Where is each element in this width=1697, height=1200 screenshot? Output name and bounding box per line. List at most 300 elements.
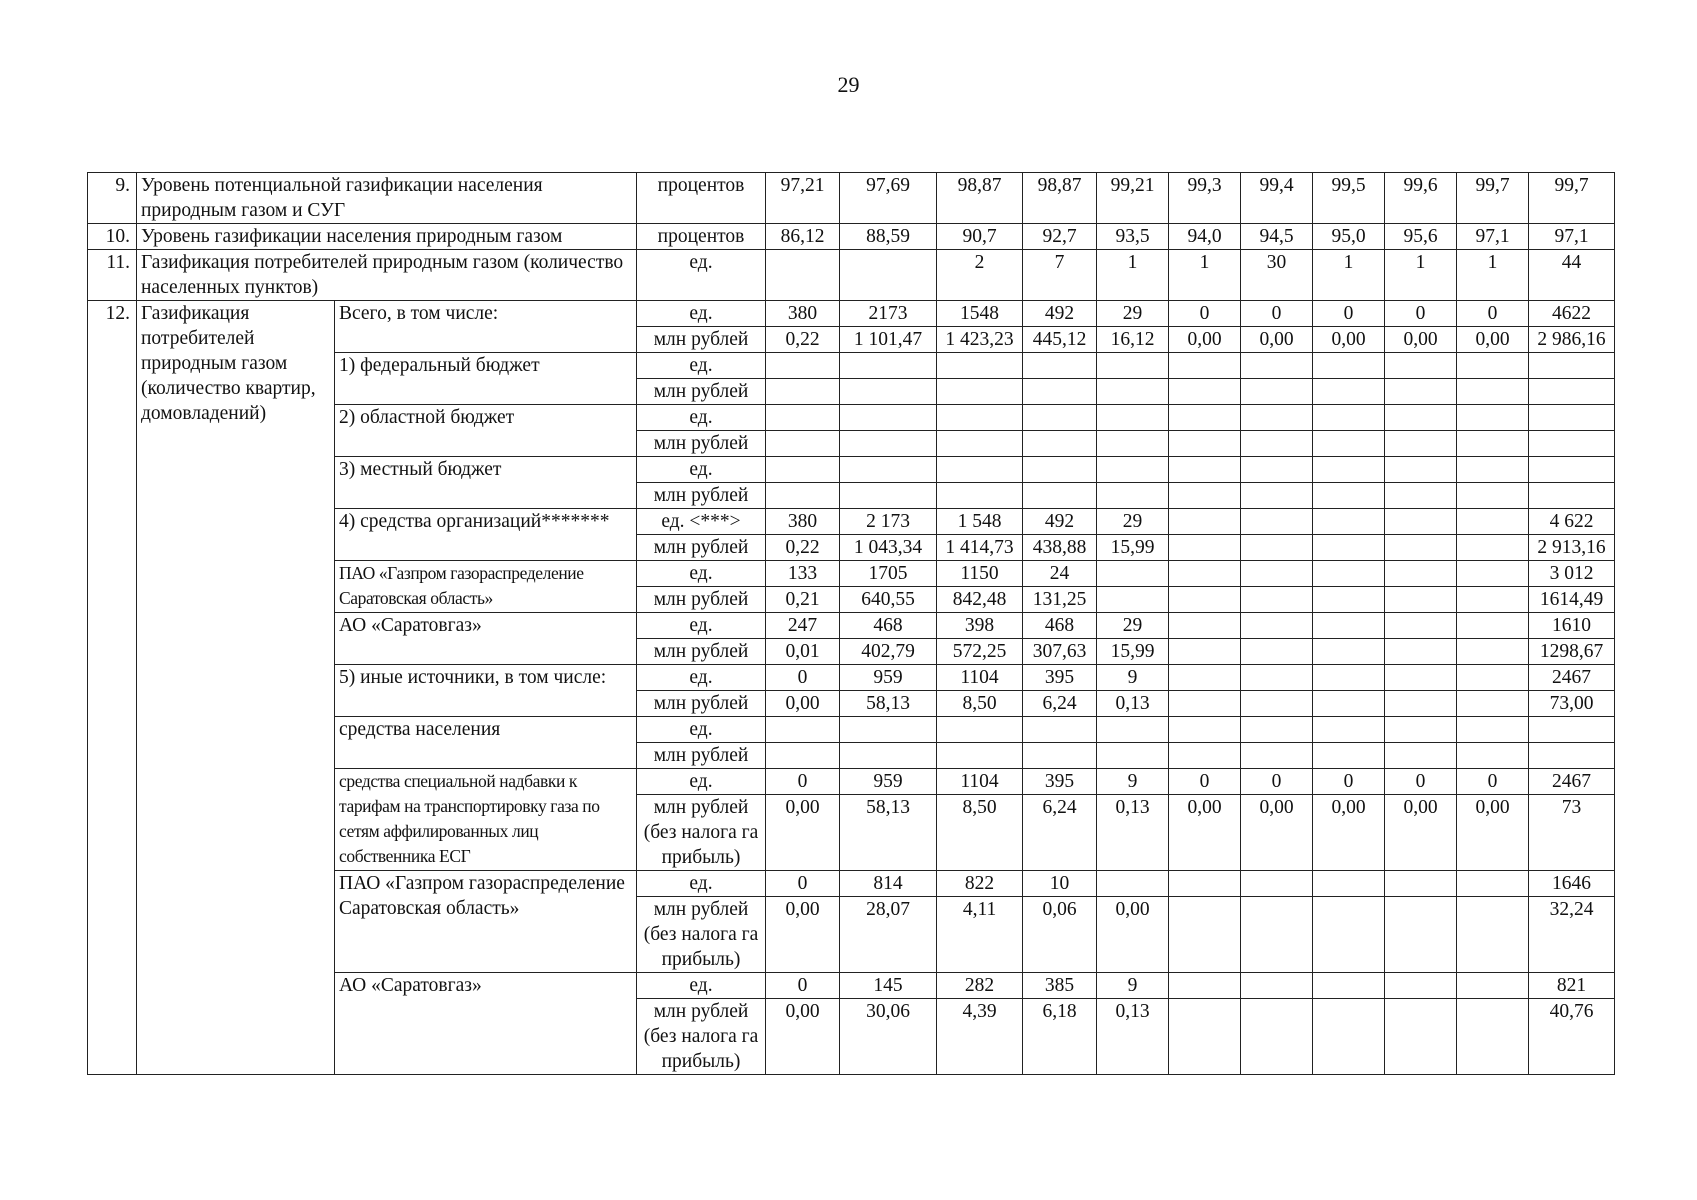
value-cell xyxy=(1241,561,1313,587)
value-cell: 0,21 xyxy=(766,587,840,613)
unit-cell: ед. xyxy=(637,301,766,327)
value-cell xyxy=(1097,431,1169,457)
value-cell: 959 xyxy=(840,769,937,795)
value-cell: 0,22 xyxy=(766,327,840,353)
value-cell xyxy=(937,743,1023,769)
value-cell xyxy=(1241,379,1313,405)
source-label: средства специальной надбавки к тарифам на транспортировку газа по сетям аффилированных лиц собственника ЕСГ xyxy=(335,769,637,871)
value-cell: 0,01 xyxy=(766,639,840,665)
value-cell: 29 xyxy=(1097,613,1169,639)
value-cell: 24 xyxy=(1023,561,1097,587)
unit-cell: процентов xyxy=(637,173,766,224)
value-cell: 247 xyxy=(766,613,840,639)
value-cell: 73,00 xyxy=(1529,691,1615,717)
value-cell xyxy=(1457,509,1529,535)
value-cell xyxy=(1023,405,1097,431)
value-cell: 10 xyxy=(1023,871,1097,897)
value-cell: 0 xyxy=(1385,301,1457,327)
value-cell xyxy=(1241,431,1313,457)
value-cell xyxy=(1457,871,1529,897)
value-cell: 1150 xyxy=(937,561,1023,587)
value-cell xyxy=(1169,973,1241,999)
value-cell xyxy=(1313,613,1385,639)
value-cell xyxy=(1313,897,1385,973)
source-label: Всего, в том числе: xyxy=(335,301,637,353)
value-cell: 0,00 xyxy=(766,795,840,871)
value-cell: 1 xyxy=(1169,250,1241,301)
unit-cell: млн рублей xyxy=(637,379,766,405)
value-cell: 640,55 xyxy=(840,587,937,613)
value-cell: 0,00 xyxy=(1457,795,1529,871)
value-cell xyxy=(1385,871,1457,897)
value-cell: 0,00 xyxy=(1241,795,1313,871)
value-cell: 0,00 xyxy=(766,999,840,1075)
value-cell: 99,21 xyxy=(1097,173,1169,224)
source-label: ПАО «Газпром газораспределение Саратовская область» xyxy=(335,561,637,613)
value-cell xyxy=(766,483,840,509)
value-cell: 0,13 xyxy=(1097,795,1169,871)
value-cell: 8,50 xyxy=(937,795,1023,871)
value-cell: 30 xyxy=(1241,250,1313,301)
value-cell: 94,5 xyxy=(1241,224,1313,250)
value-cell xyxy=(1169,871,1241,897)
value-cell xyxy=(1529,743,1615,769)
value-cell: 0 xyxy=(766,871,840,897)
value-cell xyxy=(1241,717,1313,743)
value-cell xyxy=(840,379,937,405)
value-cell xyxy=(1313,743,1385,769)
value-cell xyxy=(1313,561,1385,587)
value-cell: 0,00 xyxy=(1385,795,1457,871)
value-cell: 814 xyxy=(840,871,937,897)
row-number: 12. xyxy=(88,301,137,1075)
value-cell: 0 xyxy=(766,769,840,795)
value-cell: 44 xyxy=(1529,250,1615,301)
value-cell: 1614,49 xyxy=(1529,587,1615,613)
table-row xyxy=(88,224,1615,250)
value-cell xyxy=(1457,665,1529,691)
value-cell xyxy=(1097,353,1169,379)
source-label: 3) местный бюджет xyxy=(335,457,637,509)
value-cell: 2467 xyxy=(1529,769,1615,795)
unit-cell: млн рублей xyxy=(637,639,766,665)
value-cell xyxy=(1241,639,1313,665)
value-cell: 0,00 xyxy=(1313,795,1385,871)
value-cell xyxy=(1169,613,1241,639)
value-cell xyxy=(840,743,937,769)
source-label: АО «Саратовгаз» xyxy=(335,973,637,1075)
value-cell: 131,25 xyxy=(1023,587,1097,613)
value-cell: 0 xyxy=(766,665,840,691)
value-cell: 307,63 xyxy=(1023,639,1097,665)
value-cell xyxy=(1023,483,1097,509)
value-cell: 4,11 xyxy=(937,897,1023,973)
value-cell xyxy=(1097,405,1169,431)
value-cell xyxy=(1241,665,1313,691)
value-cell: 92,7 xyxy=(1023,224,1097,250)
value-cell: 58,13 xyxy=(840,795,937,871)
value-cell: 2 xyxy=(937,250,1023,301)
value-cell: 1 101,47 xyxy=(840,327,937,353)
value-cell: 73 xyxy=(1529,795,1615,871)
value-cell: 1646 xyxy=(1529,871,1615,897)
value-cell xyxy=(1529,405,1615,431)
value-cell: 0,00 xyxy=(766,897,840,973)
value-cell xyxy=(766,717,840,743)
value-cell: 572,25 xyxy=(937,639,1023,665)
unit-cell: млн рублей xyxy=(637,535,766,561)
value-cell xyxy=(1169,379,1241,405)
value-cell xyxy=(1169,743,1241,769)
value-cell: 29 xyxy=(1097,509,1169,535)
value-cell: 32,24 xyxy=(1529,897,1615,973)
unit-cell: млн рублей (без налога га прибыль) xyxy=(637,999,766,1075)
value-cell: 2 986,16 xyxy=(1529,327,1615,353)
table-row xyxy=(88,301,1615,327)
value-cell xyxy=(1385,743,1457,769)
value-cell xyxy=(766,379,840,405)
value-cell: 93,5 xyxy=(1097,224,1169,250)
value-cell xyxy=(1241,457,1313,483)
value-cell: 0,13 xyxy=(1097,999,1169,1075)
source-label: 5) иные источники, в том числе: xyxy=(335,665,637,717)
value-cell xyxy=(1385,639,1457,665)
value-cell xyxy=(1457,405,1529,431)
indicator-name: Газификация потребителей природным газом (количество квартир, домовладений) xyxy=(137,301,335,1075)
value-cell xyxy=(840,457,937,483)
value-cell: 97,69 xyxy=(840,173,937,224)
value-cell xyxy=(1313,691,1385,717)
value-cell: 0,00 xyxy=(1169,327,1241,353)
value-cell: 3 012 xyxy=(1529,561,1615,587)
value-cell xyxy=(1097,743,1169,769)
value-cell: 99,7 xyxy=(1529,173,1615,224)
value-cell xyxy=(1169,535,1241,561)
value-cell xyxy=(937,379,1023,405)
value-cell xyxy=(1241,353,1313,379)
value-cell xyxy=(1457,379,1529,405)
value-cell xyxy=(1313,717,1385,743)
value-cell xyxy=(1023,353,1097,379)
value-cell xyxy=(1385,379,1457,405)
value-cell: 8,50 xyxy=(937,691,1023,717)
value-cell: 15,99 xyxy=(1097,639,1169,665)
unit-cell: млн рублей xyxy=(637,327,766,353)
value-cell xyxy=(1457,999,1529,1075)
value-cell: 1 423,23 xyxy=(937,327,1023,353)
value-cell: 380 xyxy=(766,509,840,535)
value-cell xyxy=(1023,379,1097,405)
value-cell: 1104 xyxy=(937,665,1023,691)
value-cell xyxy=(1385,897,1457,973)
value-cell xyxy=(1457,587,1529,613)
value-cell: 0 xyxy=(1313,769,1385,795)
value-cell xyxy=(1169,717,1241,743)
value-cell: 97,1 xyxy=(1529,224,1615,250)
value-cell xyxy=(1169,353,1241,379)
source-label: ПАО «Газпром газораспределение Саратовская область» xyxy=(335,871,637,973)
value-cell: 0,13 xyxy=(1097,691,1169,717)
value-cell: 4622 xyxy=(1529,301,1615,327)
value-cell xyxy=(1313,999,1385,1075)
value-cell: 395 xyxy=(1023,665,1097,691)
value-cell: 395 xyxy=(1023,769,1097,795)
value-cell xyxy=(1097,587,1169,613)
value-cell: 0,00 xyxy=(1457,327,1529,353)
value-cell xyxy=(1385,457,1457,483)
value-cell: 9 xyxy=(1097,973,1169,999)
gasification-table xyxy=(87,172,1615,1075)
value-cell: 95,0 xyxy=(1313,224,1385,250)
value-cell xyxy=(840,717,937,743)
value-cell: 0,00 xyxy=(1241,327,1313,353)
value-cell xyxy=(1313,431,1385,457)
value-cell xyxy=(1457,613,1529,639)
value-cell: 1 xyxy=(1313,250,1385,301)
value-cell xyxy=(1529,431,1615,457)
value-cell: 0,00 xyxy=(1385,327,1457,353)
unit-cell: млн рублей (без налога га прибыль) xyxy=(637,897,766,973)
value-cell xyxy=(1241,405,1313,431)
row-number: 10. xyxy=(88,224,137,250)
value-cell xyxy=(1169,691,1241,717)
row-number: 11. xyxy=(88,250,137,301)
value-cell xyxy=(1097,379,1169,405)
value-cell xyxy=(1241,509,1313,535)
value-cell xyxy=(1313,587,1385,613)
value-cell xyxy=(1457,717,1529,743)
unit-cell: ед. xyxy=(637,769,766,795)
value-cell xyxy=(1097,717,1169,743)
value-cell xyxy=(1169,483,1241,509)
value-cell xyxy=(1385,405,1457,431)
value-cell xyxy=(1169,587,1241,613)
value-cell xyxy=(1385,509,1457,535)
indicator-name: Газификация потребителей природным газом (количество населенных пунктов) xyxy=(137,250,637,301)
value-cell: 0 xyxy=(1457,769,1529,795)
value-cell xyxy=(766,431,840,457)
value-cell xyxy=(840,483,937,509)
value-cell: 959 xyxy=(840,665,937,691)
value-cell xyxy=(1241,743,1313,769)
value-cell: 99,7 xyxy=(1457,173,1529,224)
value-cell xyxy=(937,717,1023,743)
value-cell xyxy=(1241,535,1313,561)
value-cell xyxy=(1529,379,1615,405)
value-cell xyxy=(1457,743,1529,769)
value-cell xyxy=(1313,665,1385,691)
value-cell: 6,24 xyxy=(1023,691,1097,717)
value-cell: 0 xyxy=(766,973,840,999)
source-label: АО «Саратовгаз» xyxy=(335,613,637,665)
value-cell: 98,87 xyxy=(1023,173,1097,224)
value-cell: 822 xyxy=(937,871,1023,897)
value-cell: 380 xyxy=(766,301,840,327)
table-row xyxy=(88,250,1615,301)
value-cell xyxy=(1313,483,1385,509)
value-cell xyxy=(1457,457,1529,483)
value-cell: 58,13 xyxy=(840,691,937,717)
value-cell: 0 xyxy=(1241,301,1313,327)
value-cell: 1 xyxy=(1097,250,1169,301)
value-cell: 9 xyxy=(1097,769,1169,795)
value-cell: 88,59 xyxy=(840,224,937,250)
unit-cell: млн рублей xyxy=(637,587,766,613)
value-cell: 145 xyxy=(840,973,937,999)
value-cell: 97,1 xyxy=(1457,224,1529,250)
value-cell xyxy=(1457,535,1529,561)
value-cell xyxy=(1241,973,1313,999)
unit-cell: ед. xyxy=(637,561,766,587)
page-number: 29 xyxy=(837,72,860,97)
value-cell xyxy=(1385,665,1457,691)
value-cell: 438,88 xyxy=(1023,535,1097,561)
value-cell xyxy=(1241,613,1313,639)
source-label: 1) федеральный бюджет xyxy=(335,353,637,405)
value-cell xyxy=(1385,717,1457,743)
unit-cell: процентов xyxy=(637,224,766,250)
value-cell: 1 414,73 xyxy=(937,535,1023,561)
value-cell: 1 xyxy=(1385,250,1457,301)
value-cell xyxy=(1097,871,1169,897)
value-cell xyxy=(1385,431,1457,457)
value-cell xyxy=(1313,405,1385,431)
value-cell: 1104 xyxy=(937,769,1023,795)
value-cell xyxy=(1385,999,1457,1075)
value-cell xyxy=(1457,353,1529,379)
value-cell: 40,76 xyxy=(1529,999,1615,1075)
value-cell: 1 xyxy=(1457,250,1529,301)
value-cell xyxy=(1169,561,1241,587)
value-cell xyxy=(1457,897,1529,973)
value-cell xyxy=(1169,665,1241,691)
value-cell: 2 173 xyxy=(840,509,937,535)
value-cell: 0 xyxy=(1457,301,1529,327)
value-cell xyxy=(1529,717,1615,743)
value-cell xyxy=(1169,639,1241,665)
unit-cell: ед. xyxy=(637,405,766,431)
value-cell: 133 xyxy=(766,561,840,587)
value-cell xyxy=(1385,587,1457,613)
value-cell xyxy=(937,405,1023,431)
value-cell xyxy=(1457,691,1529,717)
value-cell: 97,21 xyxy=(766,173,840,224)
value-cell xyxy=(1169,431,1241,457)
value-cell xyxy=(1241,483,1313,509)
value-cell: 492 xyxy=(1023,509,1097,535)
value-cell xyxy=(1385,483,1457,509)
value-cell: 15,99 xyxy=(1097,535,1169,561)
value-cell: 0,22 xyxy=(766,535,840,561)
value-cell: 4 622 xyxy=(1529,509,1615,535)
value-cell xyxy=(1241,897,1313,973)
unit-cell: млн рублей xyxy=(637,431,766,457)
value-cell xyxy=(1529,483,1615,509)
value-cell: 0 xyxy=(1169,301,1241,327)
value-cell xyxy=(1241,691,1313,717)
value-cell xyxy=(1169,509,1241,535)
value-cell xyxy=(766,743,840,769)
value-cell: 445,12 xyxy=(1023,327,1097,353)
value-cell xyxy=(766,405,840,431)
value-cell: 1610 xyxy=(1529,613,1615,639)
value-cell xyxy=(1457,561,1529,587)
value-cell xyxy=(1529,353,1615,379)
value-cell: 1 548 xyxy=(937,509,1023,535)
value-cell xyxy=(1241,871,1313,897)
value-cell xyxy=(766,353,840,379)
row-number: 9. xyxy=(88,173,137,224)
value-cell: 1298,67 xyxy=(1529,639,1615,665)
value-cell: 2 913,16 xyxy=(1529,535,1615,561)
value-cell: 1705 xyxy=(840,561,937,587)
value-cell xyxy=(840,250,937,301)
value-cell xyxy=(937,483,1023,509)
value-cell xyxy=(1313,535,1385,561)
unit-cell: млн рублей (без налога га прибыль) xyxy=(637,795,766,871)
value-cell: 468 xyxy=(1023,613,1097,639)
value-cell: 0,06 xyxy=(1023,897,1097,973)
value-cell: 2173 xyxy=(840,301,937,327)
value-cell: 821 xyxy=(1529,973,1615,999)
value-cell xyxy=(1097,457,1169,483)
value-cell xyxy=(1529,457,1615,483)
value-cell xyxy=(1313,871,1385,897)
value-cell xyxy=(840,431,937,457)
unit-cell: млн рублей xyxy=(637,483,766,509)
value-cell: 842,48 xyxy=(937,587,1023,613)
value-cell xyxy=(1457,639,1529,665)
value-cell: 1548 xyxy=(937,301,1023,327)
value-cell: 398 xyxy=(937,613,1023,639)
unit-cell: ед. xyxy=(637,613,766,639)
value-cell xyxy=(1385,973,1457,999)
value-cell: 385 xyxy=(1023,973,1097,999)
value-cell: 402,79 xyxy=(840,639,937,665)
value-cell: 30,06 xyxy=(840,999,937,1075)
source-label: 4) средства организаций******* xyxy=(335,509,637,561)
value-cell xyxy=(1457,431,1529,457)
value-cell xyxy=(1313,509,1385,535)
value-cell xyxy=(1313,353,1385,379)
value-cell xyxy=(1241,999,1313,1075)
value-cell: 282 xyxy=(937,973,1023,999)
value-cell: 99,6 xyxy=(1385,173,1457,224)
unit-cell: млн рублей xyxy=(637,691,766,717)
value-cell: 492 xyxy=(1023,301,1097,327)
value-cell xyxy=(1457,973,1529,999)
source-label: средства населения xyxy=(335,717,637,769)
table-row xyxy=(88,173,1615,224)
value-cell xyxy=(937,431,1023,457)
value-cell: 0 xyxy=(1169,769,1241,795)
unit-cell: ед. xyxy=(637,871,766,897)
value-cell xyxy=(937,353,1023,379)
value-cell: 28,07 xyxy=(840,897,937,973)
value-cell: 95,6 xyxy=(1385,224,1457,250)
value-cell: 0,00 xyxy=(1169,795,1241,871)
value-cell: 6,18 xyxy=(1023,999,1097,1075)
value-cell xyxy=(1169,457,1241,483)
value-cell: 99,3 xyxy=(1169,173,1241,224)
value-cell xyxy=(1385,561,1457,587)
value-cell: 99,4 xyxy=(1241,173,1313,224)
value-cell xyxy=(937,457,1023,483)
value-cell xyxy=(1241,587,1313,613)
unit-cell: ед. xyxy=(637,250,766,301)
source-label: 2) областной бюджет xyxy=(335,405,637,457)
value-cell: 0,00 xyxy=(1097,897,1169,973)
